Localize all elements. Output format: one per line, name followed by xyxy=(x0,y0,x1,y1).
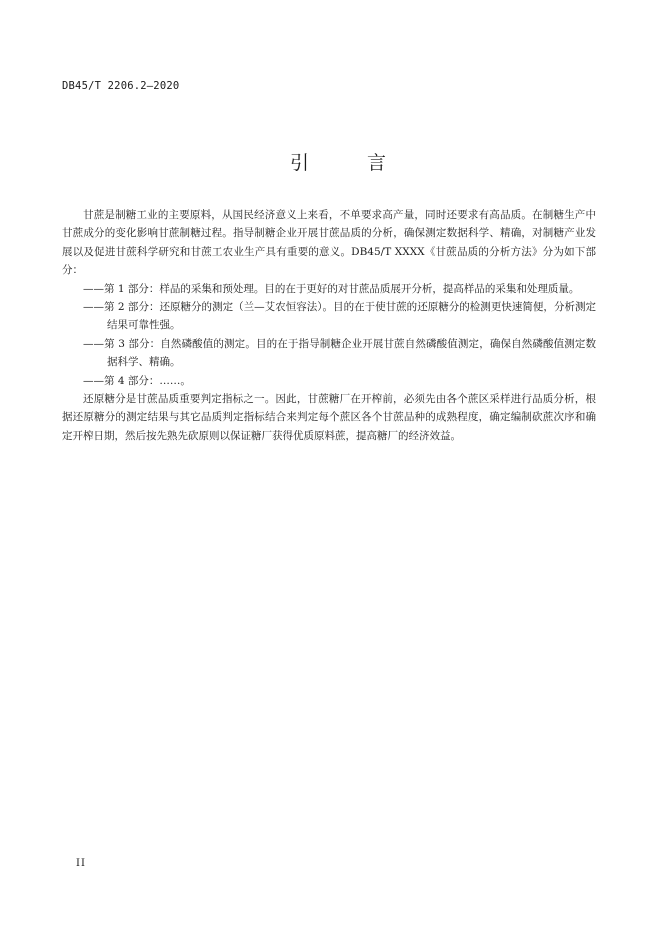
list-item-part-4: ——第 4 部分：……。 xyxy=(83,374,191,387)
document-body xyxy=(62,206,596,445)
page-title: 引 言 xyxy=(289,152,413,174)
list-item-part-1: ——第 1 部分：样品的采集和预处理。目的在于更好的对甘蔗品质展开分析，提高样品的采集和处理质量。 xyxy=(83,282,580,295)
document-code: DB45/T 2206.2—2020 xyxy=(62,80,180,92)
page-number: II xyxy=(76,858,86,869)
closing-paragraph: 还原糖分是甘蔗品质重要判定指标之一。因此，甘蔗糖厂在开榨前，必须先由各个蔗区采样进行品质分析，根据还原糖分的测定结果与其它品质判定指标结合来判定每个蔗区各个甘蔗品种的成熟程度，确定编制砍蔗次序和确定开榨日期，然后按先熟先砍原则以保证糖厂获得优质原料蔗，提高糖厂的经济效益。 xyxy=(62,393,596,442)
intro-paragraph: 甘蔗是制糖工业的主要原料，从国民经济意义上来看，不单要求高产量，同时还要求有高品质。在制糖生产中甘蔗成分的变化影响甘蔗制糖过程。指导制糖企业开展甘蔗品质的分析，确保测定数据科学、精确，对制糖产业发展以及促进甘蔗科学研究和甘蔗工农业生产具有重要的意义。DB45/T XXXX《甘蔗品质的分析方法》分为如下部分： xyxy=(62,209,596,277)
list-item-part-3: ——第 3 部分：自然磷酸值的测定。目的在于指导制糖企业开展甘蔗自然磷酸值测定，确保自然磷酸值测定数据科学、精确。 xyxy=(83,337,596,369)
list-item-part-2: ——第 2 部分：还原糖分的测定（兰—艾农恒容法）。目的在于使甘蔗的还原糖分的检测更快速简便，分析测定结果可靠性强。 xyxy=(83,301,596,332)
